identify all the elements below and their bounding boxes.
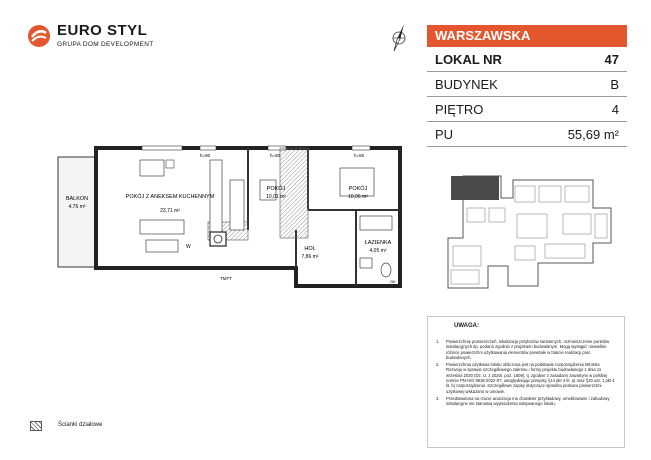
info-row-budynek (427, 72, 627, 97)
window-height-label: h=90 (200, 153, 211, 158)
brand-logo (27, 22, 157, 58)
toilet (381, 263, 391, 277)
investment-name: WARSZAWSKA (427, 25, 627, 47)
room-area: 4,76 m² (68, 204, 86, 210)
note-text: Powierzchnia użytkowa lokalu obliczona jest na podstawie rozporządzenia Ministra Rozwoju w sprawie szczegółowego zakresu i formy projektu budowlanego z dnia 11 września 2020 (Dz. U. z 2020r. poz. 1609), tj. zgodnie z zasadami zawartymi w polskiej normie PN-ISO 9836:2022-07, uwzględniając przepisy §14 pkt 4 lit. a) oraz §20 ust. 1 pkt 4 lit. b) rozporządzenia. Szczegółowe zapisy dotyczące sposobu pomiaru powierzchni użytkowej wskazano w umowie. (446, 362, 615, 394)
sink (360, 258, 372, 268)
info-value: B (610, 76, 619, 92)
coffee-table (140, 220, 184, 234)
info-row-pu (427, 122, 627, 147)
building-highlight (451, 176, 499, 200)
room-name: POKÓJ (348, 186, 368, 192)
info-value: 4 (611, 101, 619, 117)
note-item (436, 339, 616, 360)
sofa (146, 240, 178, 252)
note-number: 1. (436, 339, 440, 344)
info-label: PIĘTRO (435, 101, 484, 117)
tmtt-mark: TMTT (220, 276, 232, 281)
window (200, 146, 216, 150)
room-name: POKÓJ (266, 186, 286, 192)
window (352, 146, 370, 150)
info-row-lokal (427, 47, 627, 72)
note-item (436, 396, 616, 407)
balcony-area (58, 157, 96, 267)
room-name: HOL (304, 246, 316, 252)
info-value: 55,69 m² (567, 126, 619, 142)
hatch-swatch-icon (30, 421, 42, 431)
logo-icon (27, 24, 51, 48)
shaft-hatched (280, 148, 308, 238)
room-name: ŁAZIENKA (364, 240, 392, 246)
note-text: Przedstawiona na rzucie aranżacja ma charakter przykładowy, umeblowanie i zabudowy instalacyjne nie stanowią wyposażenia nabywanego lokalu. (446, 395, 610, 407)
info-row-pietro (427, 97, 627, 122)
window (142, 146, 182, 150)
brand-name: EURO STYL (57, 22, 148, 39)
compass-icon (385, 22, 413, 52)
room-area: 4,05 m² (369, 248, 387, 254)
gk-mark: GK (390, 279, 396, 284)
info-label: BUDYNEK (435, 76, 498, 92)
bathtub (360, 216, 392, 230)
room-area: 10,01 m² (266, 194, 286, 200)
apartment-info-panel (427, 25, 627, 147)
room-name: BALKON (65, 196, 89, 202)
window-height-label: h=50 (270, 153, 281, 158)
room-area: 23,71 m² (160, 208, 180, 214)
floor-plan (50, 140, 410, 300)
room-area: 7,86 m² (301, 254, 319, 260)
room-area: 10,06 m² (348, 194, 368, 200)
legend (30, 421, 130, 433)
dining-table (140, 160, 164, 176)
window-height-label: h=50 (354, 153, 365, 158)
room-name: POKÓJ Z ANEKSEM KUCHENNYM (125, 194, 215, 200)
info-label: LOKAL NR (435, 51, 502, 67)
note-number: 2. (436, 362, 440, 368)
w-mark: W (186, 244, 191, 250)
notes-title: UWAGA: (454, 323, 479, 329)
note-number: 3. (436, 395, 440, 401)
notes-box (427, 316, 625, 448)
brand-subtitle: GRUPA DOM DEVELOPMENT (57, 41, 154, 48)
fridge (230, 180, 244, 230)
note-text: Powierzchnię pomieszczeń, lokalizację przyborów sanitarnych, rozmieszczenie punktów instalacyjnych itp. podano zgodnie z projektem budowlanym. Mogą wystąpić niewielkie różnice powierzchni użytkowania elementów powstałe w trakcie realizacji prac budowlanych. (446, 339, 610, 360)
info-value: 47 (604, 51, 619, 67)
note-item (436, 362, 616, 394)
site-plan (443, 168, 615, 298)
washer (210, 232, 226, 246)
legend-label: Ścianki działowe (58, 422, 103, 428)
info-label: PU (435, 126, 454, 142)
